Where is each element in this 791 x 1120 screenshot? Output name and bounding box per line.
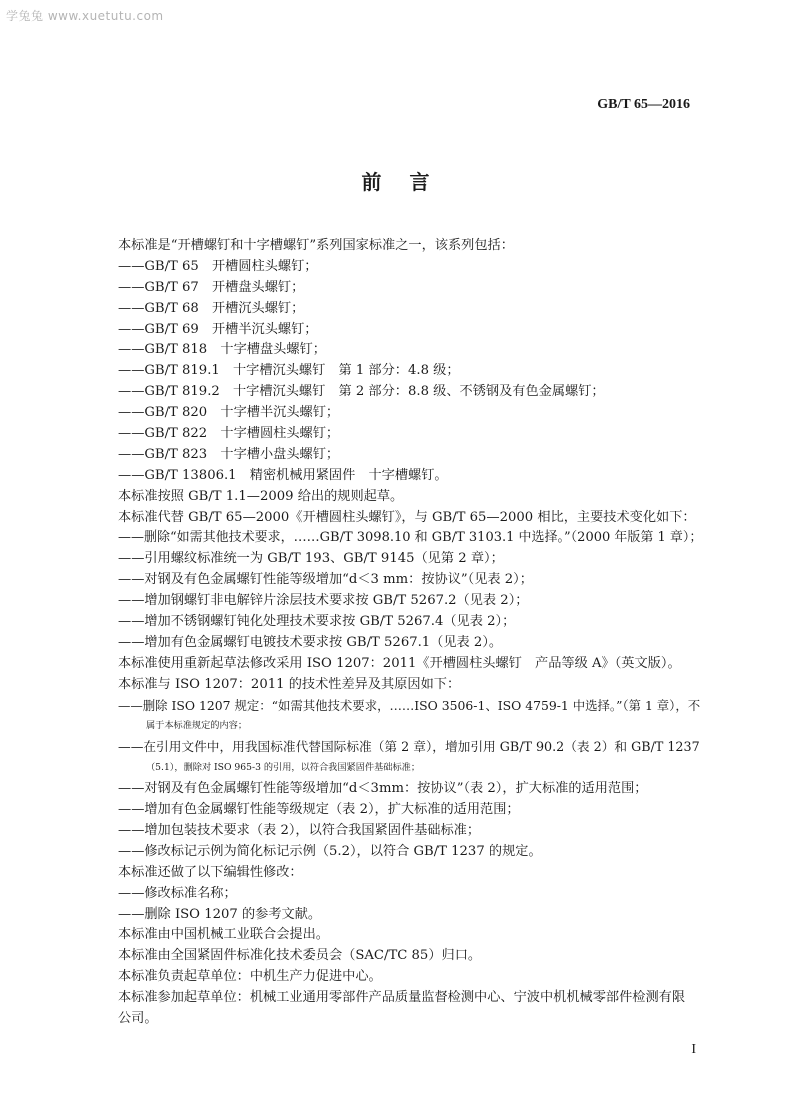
- list-item: ——修改标准名称；: [118, 885, 237, 901]
- list-item-continuation: （5.1），删除对 ISO 965-3 的引用，以符合我国紧固件基础标准；: [146, 762, 421, 774]
- foreword-body: [118, 236, 704, 1030]
- list-item: ——修改标记示例为简化标记示例（5.2），以符合 GB/T 1237 的规定。: [118, 843, 542, 859]
- list-item: ——增加有色金属螺钉电镀技术要求按 GB/T 5267.1（见表 2）。: [118, 634, 503, 650]
- text-line: 本标准与 ISO 1207：2011 的技术性差异及其原因如下：: [118, 676, 461, 692]
- text-line: 本标准使用重新起草法修改采用 ISO 1207：2011《开槽圆柱头螺钉 产品等级 A》（英文版）。: [118, 655, 681, 671]
- list-item: ——增加不锈钢螺钉钝化处理技术要求按 GB/T 5267.4（见表 2）；: [118, 614, 516, 630]
- list-item: ——GB/T 819.2 十字槽沉头螺钉 第 2 部分：8.8 级、不锈钢及有色金属螺钉；: [118, 384, 605, 400]
- list-item: ——引用螺纹标准统一为 GB/T 193、GB/T 9145（见第 2 章）；: [118, 551, 504, 567]
- text-line: 本标准参加起草单位：机械工业通用零部件产品质量监督检测中心、宁波中机机械零部件检测有限: [118, 990, 686, 1006]
- list-item: ——增加钢螺钉非电解锌片涂层技术要求按 GB/T 5267.2（见表 2）；: [118, 593, 529, 609]
- list-item: ——对钢及有色金属螺钉性能等级增加“d＜3 mm：按协议”（见表 2）；: [118, 572, 533, 588]
- list-item: ——GB/T 818 十字槽盘头螺钉；: [118, 342, 326, 358]
- list-item: ——增加包装技术要求（表 2），以符合我国紧固件基础标准；: [118, 822, 481, 838]
- text-line: 本标准代替 GB/T 65—2000《开槽圆柱头螺钉》，与 GB/T 65—2000 相比，主要技术变化如下：: [118, 509, 696, 525]
- list-item: ——GB/T 69 开槽半沉头螺钉；: [118, 321, 318, 337]
- list-item: ——GB/T 65 开槽圆柱头螺钉；: [118, 258, 318, 274]
- list-item: ——GB/T 68 开槽沉头螺钉；: [118, 300, 305, 316]
- list-item: ——GB/T 819.1 十字槽沉头螺钉 第 1 部分：4.8 级；: [118, 363, 460, 379]
- text-line: 本标准由全国紧固件标准化技术委员会（SAC/TC 85）归口。: [118, 948, 482, 964]
- page-number: I: [691, 1042, 696, 1057]
- list-item: ——GB/T 822 十字槽圆柱头螺钉；: [118, 426, 340, 442]
- list-item: ——对钢及有色金属螺钉性能等级增加“d＜3mm：按协议”（表 2），扩大标准的适用范围；: [118, 781, 648, 797]
- list-item: ——GB/T 67 开槽盘头螺钉；: [118, 279, 305, 295]
- list-item: ——在引用文件中，用我国标准代替国际标准（第 2 章），增加引用 GB/T 90.2（表 2）和 GB/T 1237: [118, 739, 700, 755]
- text-line: 公司。: [118, 1010, 158, 1026]
- list-item: ——删除 ISO 1207 规定：“如需其他技术要求，……ISO 3506-1、ISO 4759-1 中选择。”（第 1 章），不: [118, 697, 701, 713]
- list-item-continuation: 属于本标准规定的内容；: [146, 720, 248, 732]
- text-line: 本标准按照 GB/T 1.1—2009 给出的规则起草。: [118, 488, 404, 504]
- standard-number: GB/T 65—2016: [597, 97, 690, 112]
- list-item: ——GB/T 820 十字槽半沉头螺钉；: [118, 405, 340, 421]
- text-line: 本标准是“开槽螺钉和十字槽螺钉”系列国家标准之一，该系列包括：: [118, 238, 514, 253]
- text-line: 本标准还做了以下编辑性修改：: [118, 864, 303, 880]
- watermark: 学兔兔 www.xuetutu.com: [6, 9, 164, 23]
- list-item: ——增加有色金属螺钉性能等级规定（表 2），扩大标准的适用范围；: [118, 802, 520, 818]
- text-line: 本标准由中国机械工业联合会提出。: [118, 927, 329, 943]
- list-item: ——GB/T 823 十字槽小盘头螺钉；: [118, 446, 340, 462]
- text-line: 本标准负责起草单位：中机生产力促进中心。: [118, 969, 382, 985]
- page-title: 前言: [361, 170, 458, 194]
- list-item: ——删除 ISO 1207 的参考文献。: [118, 906, 322, 922]
- list-item: ——GB/T 13806.1 精密机械用紧固件 十字槽螺钉。: [118, 467, 448, 483]
- list-item: ——删除“如需其他技术要求，……GB/T 3098.10 和 GB/T 3103.1 中选择。”（2000 年版第 1 章）；: [118, 530, 703, 546]
